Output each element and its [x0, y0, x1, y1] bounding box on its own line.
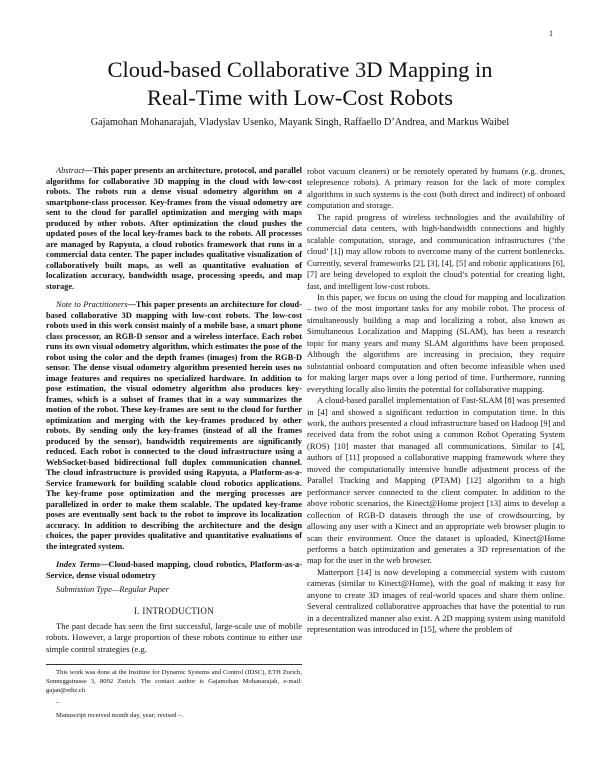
note-to-practitioners — [46, 300, 302, 552]
left-column — [46, 166, 302, 720]
right-column — [307, 166, 565, 636]
index-terms — [46, 560, 302, 581]
abstract — [46, 166, 302, 292]
author-list: Gajamohan Mohanarajah, Vladyslav Usenko, Mayank Singh, Raffaello D’Andrea, and Markus Waibel — [90, 117, 510, 128]
footnote-divider — [46, 664, 302, 665]
abstract-label: Abstract — [56, 166, 85, 175]
title-line-1: Cloud-based Collaborative 3D Mapping in — [107, 57, 493, 82]
body-paragraph-1: robot vacuum cleaners) or be remotely operated by humans (e.g. drones, telepresence robots). A primary reason for the lack of more complex algorithms in such systems is the cost (both direct and indirect) of onboard computation and storage. — [307, 166, 565, 211]
footnote-manuscript: Manuscript received month day, year; revised –. — [56, 711, 184, 719]
paper-title — [0, 56, 600, 112]
index-terms-text: —Cloud-based mapping, cloud robotics, Platform-as-a-Service, dense visual odometry — [46, 560, 302, 580]
submission-type — [46, 585, 302, 596]
abstract-text: —This paper presents an architecture, protocol, and parallel algorithms for collaborative 3D mapping in the cloud with low-cost robots. The robots run a dense visual odometry algorithm on a smartphone-class processor. Key-frames from the visual odometry are sent to the cloud for parallel optimization and merging with maps produced by other robots. After optimization the cloud pushes the updated poses of the local key-frames back to the robots. All processes are managed by Rapyuta, a cloud robotics framework that runs in a commercial data center. The paper includes qualitative visualization of collaboratively built maps, as well as quantitative evaluation of localization accuracy, bandwidth usage, processing speeds, and map storage. — [46, 166, 302, 291]
section-heading-introduction: I. INTRODUCTION — [134, 605, 214, 616]
body-paragraph-5: Matterport [14] is now developing a commercial system with custom cameras (similar to Kinect@Home), with the goal of making it easy for anyone to create 3D images of real-world spaces and share them online. Several centralized collaborative approaches that have the potential to run in a decentralized manner also exist. A 2D mapping system using manifold representation was introduced in [15], where the problem of — [307, 566, 565, 635]
submission-text: —Regular Paper — [111, 585, 169, 594]
body-paragraph-2: The rapid progress of wireless technologies and the availability of commercial data centers, with high-bandwidth connections and highly scalable computation, storage, and communication infrastructures (‘the cloud’ [1]) may allow robots to overcome many of the current bottlenecks. Currently, several frameworks [2], [3], [4], [5] and robotic applications [6], [7] are being developed to exploit the cloud’s potential for creating light, fast, and intelligent low-cost robots. — [307, 211, 565, 291]
practitioners-text: —This paper presents an architecture for cloud-based collaborative 3D mapping with low-cost robots. The low-cost robots used in this work consist mainly of a mobile base, a smart phone class processor, an RGB-D sensor and a wireless interface. Each robot runs its own visual odometry algorithm, which estimates the pose of the robot using the color and the depth frames (images) from the RGB-D sensor. The dense visual odometry algorithm presented herein uses no image features and requires no specialized hardware. In addition to pose estimation, the visual odometry algorithm also produces key-frames, which is a subset of frames that in a way summarizes the motion of the robot. These key-frames are sent to the cloud for further optimization and merging with the key-frames produced by other robots. By sending only the key-frames (instead of all the frames produced by the sensor), bandwidth requirements are significantly reduced. Each robot is connected to the cloud infrastructure using a WebSocket-based bidirectional full duplex communication channel. The cloud infrastructure is provided using Rapyuta, a Platform-as-a-Service framework for building scalable cloud robotics applications. The key-frame pose optimization and the merging processes are parallelized in order to make them scalable. The updated key-frame poses are eventually sent back to the robot to improve its localization accuracy. In addition to describing the architecture and the design choices, the paper provides qualitative and quantitative evaluations of the integrated system. — [46, 300, 303, 551]
body-paragraph-4: A cloud-based parallel implementation of Fast-SLAM [8] was presented in [4] and showed a significant reduction in computation time. In this work, the authors presented a cloud infrastructure based on Hadoop [9] and received data from the robot using a common Robot Operating System (ROS) [10] master that managed all communications. Similar to [4], authors of [11] proposed a collaborative mapping framework where they moved the computationally intensive bundle adjustment process of the Parallel Tracking and Mapping (PTAM) [12] algorithm to a high performance server connected to the client computer. In addition to the above robotic scenarios, the Kinect@Home project [13] aims to develop a collection of RGB-D datasets through the use of crowdsourcing, by allowing any user with a Kinect and an appropriate web browser plugin to scan their environment. Once the dataset is uploaded, Kinect@Home performs a batch optimization and generates a 3D representation of the map for the user in the web browser. — [307, 395, 565, 566]
title-line-2: Real-Time with Low-Cost Robots — [146, 85, 454, 110]
body-paragraph-3: In this paper, we focus on using the cloud for mapping and localization – two of the most important tasks for any mobile robot. The process of simultaneously building a map and localizing a robot, also known as Simultaneous Localization and Mapping (SLAM), has been a research topic for many years and many SLAM algorithms have been proposed. Although the algorithms are increasing in precision, they require substantial onboard computation and often become infeasible when used for making larger maps over a long period of time. Furthermore, running everything locally also limits the potential for collaborative mapping. — [307, 291, 565, 394]
footnote-dash: – — [56, 699, 60, 707]
submission-label: Submission Type — [56, 585, 112, 594]
footnote-affiliation: This work was done at the Institute for Dynamic Systems and Control (IDSC), ETH Zurich, Sonneggstrasse 3, 8092 Zurich. The contact author is Gajamohan Mohanarajah, e-mail: gajan@ethz.ch — [46, 669, 302, 694]
index-terms-label: Index Terms — [56, 560, 101, 569]
practitioners-label: Note to Practitioners — [56, 300, 128, 309]
page-number: 1 — [549, 29, 553, 38]
intro-paragraph-left: The past decade has seen the first successful, large-scale use of mobile robots. However, a large proportion of these robots continue to either use simple control strategies (e.g. — [46, 621, 302, 654]
